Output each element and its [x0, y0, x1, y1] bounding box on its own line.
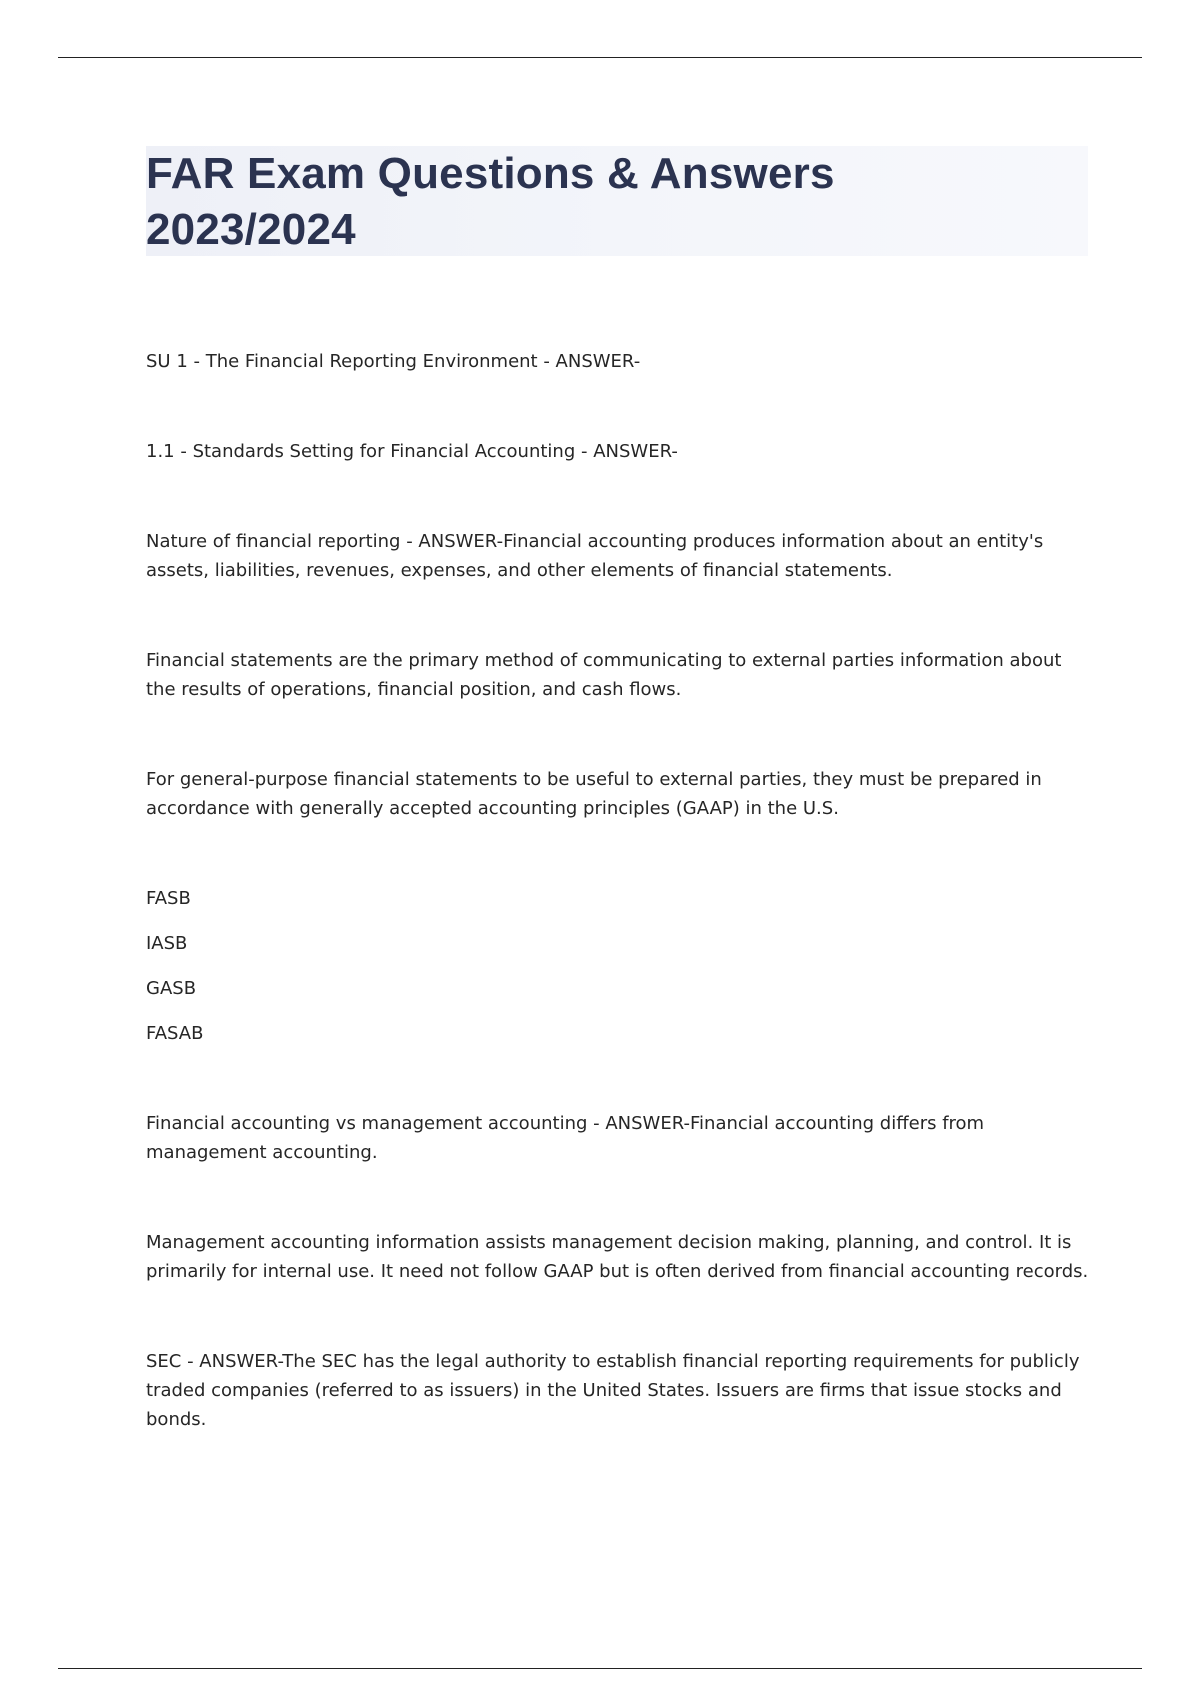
board-item: IASB [146, 933, 188, 954]
section-heading: SU 1 - The Financial Reporting Environment - ANSWER- [146, 351, 641, 372]
page-title [146, 146, 1088, 258]
qa-paragraph: Financial statements are the primary method of communicating to external parties information about the results of operations, financial position, and cash flows. [146, 650, 1062, 700]
subsection-heading: 1.1 - Standards Setting for Financial Accounting - ANSWER- [146, 441, 678, 462]
board-item: FASB [146, 888, 191, 909]
qa-paragraph: SEC - ANSWER-The SEC has the legal authority to establish financial reporting requirements for publicly traded companies (referred to as issuers) in the United States. Issuers are firms that issue stocks and bonds. [146, 1351, 1080, 1430]
qa-paragraph: Management accounting information assists management decision making, planning, and control. It is primarily for internal use. It need not follow GAAP but is often derived from financial accounting records. [146, 1232, 1089, 1282]
title-line-1: FAR Exam Questions & Answers [146, 149, 835, 198]
board-item: FASAB [146, 1023, 204, 1044]
footer-rule [58, 1668, 1142, 1669]
title-line-2: 2023/2024 [146, 205, 356, 254]
board-item: GASB [146, 978, 197, 999]
document-body [146, 347, 1096, 1434]
qa-paragraph: Nature of financial reporting - ANSWER-Financial accounting produces information about an entity's assets, liabilities, revenues, expenses, and other elements of financial statements. [146, 531, 1044, 581]
qa-paragraph: Financial accounting vs management accounting - ANSWER-Financial accounting differs from management accounting. [146, 1113, 985, 1163]
header-rule [58, 57, 1142, 58]
title-block [146, 146, 1088, 256]
qa-paragraph: For general-purpose financial statements to be useful to external parties, they must be prepared in accordance with generally accepted accounting principles (GAAP) in the U.S. [146, 769, 1042, 819]
